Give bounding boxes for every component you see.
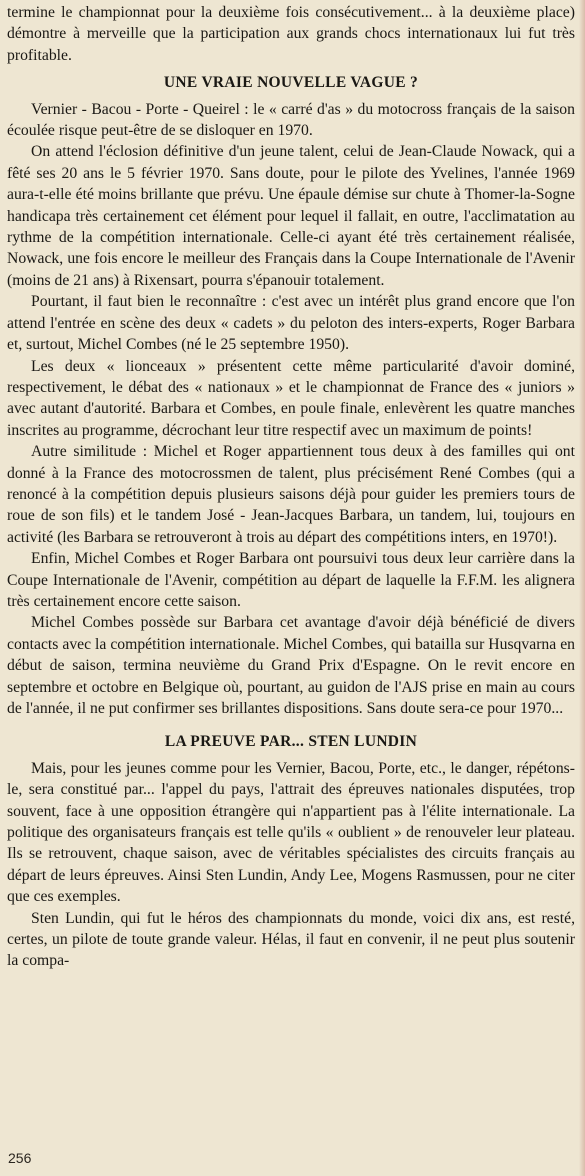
section-heading-lundin: LA PREUVE PAR... STEN LUNDIN — [164, 733, 418, 751]
paragraph-intro: termine le championnat pour la deuxième fois consécutivement... à la deuxième place) démontre à merveille que la participation aux grands chocs internationaux lui fut très profitable. — [7, 4, 575, 64]
paragraph: Mais, pour les jeunes comme pour les Vernier, Bacou, Porte, etc., le danger, répétons-le, sera constitué par... l'appel du pays, l'attrait des épreuves nationales disputées, trop souvent, face à une opposition étrangère qui n'appartient pas à l'élite internationale. La politique des organisateurs français est telle qu'ils « oublient » de renouveler leur plateau. Ils se retrouvent, chaque saison, avec de véritables spécialistes des circuits français au départ de leurs épreuves. Ainsi Sten Lundin, Andy Lee, Mogens Rasmussen, pour ne citer que ces exemples. — [7, 759, 575, 906]
paragraph: Pourtant, il faut bien le reconnaître : c'est avec un intérêt plus grand encore que l'on attend l'entrée en scène des deux « cadets » du peloton des inters-experts, Roger Barbara et, surtout, Michel Combes (né le 25 septembre 1950). — [7, 293, 575, 354]
article-column — [7, 2, 575, 972]
paragraph: Michel Combes possède sur Barbara cet avantage d'avoir déjà bénéficié de divers contacts avec la compétition internationale. Michel Combes, qui batailla sur Husqvarna en début de saison, termina neuvième du Grand Prix d'Espagne. On le revit encore en septembre et octobre en Belgique où, pourtant, au guidon de l'AJS prise en main au cours de l'année, il ne put confirmer ses brillantes dispositions. Sans doute sera-ce pour 1970... — [7, 614, 575, 717]
paragraph: On attend l'éclosion définitive d'un jeune talent, celui de Jean-Claude Nowack, qui a fêté ses 20 ans le 5 février 1970. Sans doute, pour le pilote des Yvelines, l'année 1969 aura-t-elle été moins brillante que prévu. Une épaule démise sur chute à Thomer-la-Sogne handicapa très certainement cet élément pour lequel il fallait, en outre, l'acclimatation au rythme de la compétition internationale. Celle-ci ayant été très certainement réalisée, Nowack, une fois encore le meilleur des Français dans la Coupe Internationale de l'Avenir (moins de 21 ans) à Rixensart, pourra s'épanouir totalement. — [7, 143, 575, 289]
paragraph: Vernier - Bacou - Porte - Queirel : le « carré d'as » du motocross français de la saison écoulée risque peut-être de se disloquer en 1970. — [7, 100, 575, 140]
paragraph: Enfin, Michel Combes et Roger Barbara ont poursuivi tous deux leur carrière dans la Coupe Internationale de l'Avenir, compétition au départ de laquelle la F.F.M. les alignera très certainement encore cette saison. — [7, 550, 575, 610]
page-number: 256 — [8, 1150, 32, 1166]
paragraph: Sten Lundin, qui fut le héros des championnats du monde, voici dix ans, est resté, certes, un pilote de toute grande valeur. Hélas, il faut en convenir, il ne peut plus soutenir la compa- — [7, 909, 575, 970]
page-edge — [579, 0, 585, 1176]
paragraph: Autre similitude : Michel et Roger appartiennent tous deux à des familles qui ont donné à la France des motocrossmen de talent, plus précisément René Combes (qui a renoncé à la compétition depuis plusieurs saisons déjà pour guider les premiers tours de roue de son fils) et le tandem José - Jean-Jacques Barbara, un tandem, lui, toujours en activité (les Barbara se retrouveront à trois au départ des compétitions inters, en 1970!). — [7, 443, 575, 546]
paragraph: Les deux « lionceaux » présentent cette même particularité d'avoir dominé, respectivement, le débat des « nationaux » et le championnat de France des « juniors » avec autant d'autorité. Barbara et Combes, en poule finale, enlevèrent les quatre manches inscrites au programme, décrochant leur titre respectif avec un maximum de points! — [7, 357, 575, 439]
section-heading-vague: UNE VRAIE NOUVELLE VAGUE ? — [163, 74, 419, 92]
